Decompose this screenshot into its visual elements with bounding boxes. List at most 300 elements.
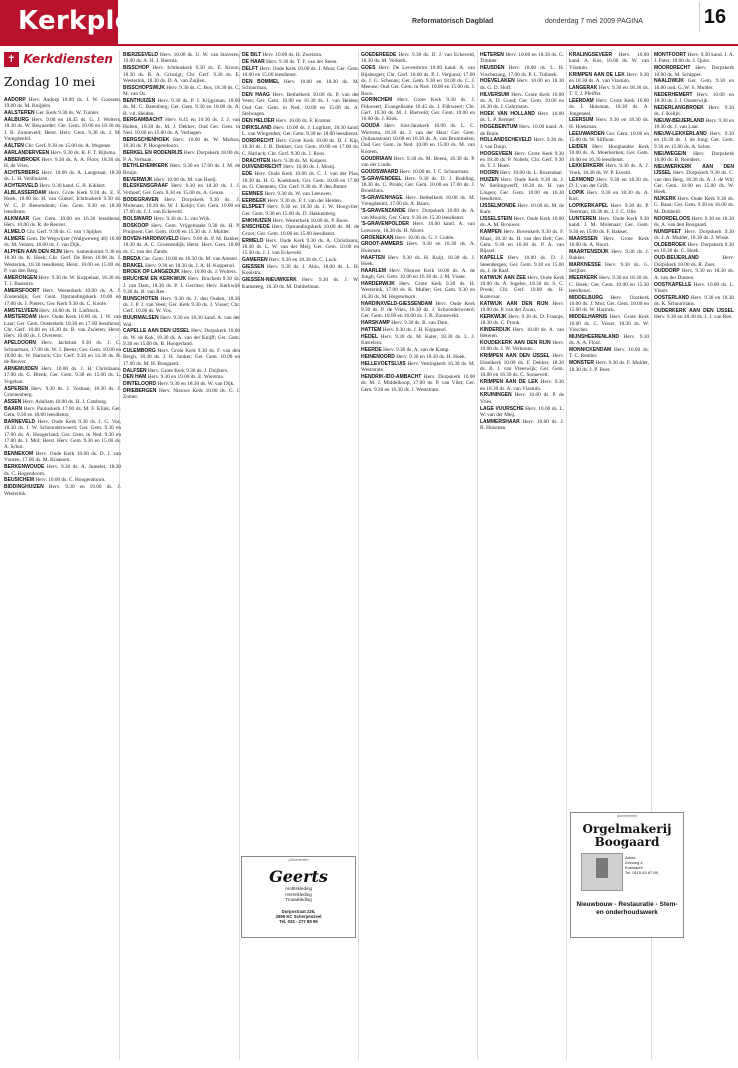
service-entry [480,216,564,229]
service-entry [242,59,359,65]
place-name: MARKNESSE [569,262,601,268]
service-entry [4,229,121,235]
service-entry [4,190,121,215]
place-name: MONTFOORT [654,52,687,58]
service-entry [654,229,734,242]
service-details: Herv. 9.30 en 18.30 ds. W. van Dijk. [157,381,235,388]
service-details: Herv. 9.30 ds. T. F. van der Steen. [266,58,338,65]
service-details: Herv. 9.30 en 17.00 ds. J. M. de Bruijn. [123,163,240,176]
place-name: LAMMERSHAAR [480,418,520,425]
service-details: Herv. Jachtlust 9.30 ds. J. C. Schuurman, 17.00 ds. W. J. Beens; Ger. Gem. 10.00 en 18.00 ds. W. Harinck; Chr. Gerf. 9.30 en 14.30 ds. R. de Reuver. [4,340,121,366]
service-entry [123,269,240,275]
place-name: HARSKAMP [361,320,390,327]
place-name: GOEDEREEDE [361,52,397,58]
service-details: Herv. Hooglandse Kerk 10.00 ds. A. Moerkerken; Ger. Gem. 10.00 en 16.30 leesdienst. [569,143,649,163]
service-entries [361,52,475,393]
service-details: Herv. 10.00 en 18.30 ds. G. Timmer. [480,52,564,65]
service-details: Herv. 9.30 en 18.30 ds. C. Hoek; Ger. Gem. 10.00 en 15.30 leesdienst. [569,275,649,294]
service-entry [569,203,649,216]
service-entry [361,52,475,65]
service-details: Herv. Grote Kerk 9.30 ds. F. van den Bergh, 18.30 ds. J. H. Jonker; Ger. Gem. 10.00 en 17.00 ds. M. H. Boogaard. [123,347,240,367]
service-details: Herv. Grote Kerk 9.30 ds. J. Flikweert, Evangelisatie 16.45 ds. J. Flikweert; Chr. Gerf. 16.30 ds. M. J. Rietveld; Ger. Gem. 10.00 en 16.00 ds. J. Klok. [361,97,475,123]
place-name: AMERSFOORT [4,287,40,294]
place-name: LEXMOND [569,176,594,183]
place-name: 'S-GRAVENZANDE [361,208,406,215]
place-name: LEKKERKERK [569,163,604,170]
service-details: Herv. 10.00 ds. J. Lugthart, 18.30 kand. L. van Wingerden; Ger. Gem. 9.30 en 18.00 leesdienst. [242,124,359,138]
service-entry [569,190,649,203]
place-name: MONNICKENDAM [569,346,612,353]
service-entry [123,348,240,367]
place-name: ERMELO [242,237,264,244]
service-entry [480,301,564,314]
place-name: IJSSELMONDE [480,202,516,209]
service-entry [569,144,649,163]
service-details: Herv. 10.00 ds. M. van Hoeij. [153,176,217,183]
service-entry [242,52,359,58]
kerkdiensten-logo [4,52,121,67]
place-name: DINTELOORD [123,381,157,388]
ad-line: Ambtskleding [284,886,312,891]
place-name: ALPHEN AAN DEN RIJN [4,248,62,255]
service-details: Herv. 10.00 ds. L. H. Voschezang, 17.00 ds. P. L. Tolhoek. [480,65,564,78]
place-name: GIESSEN-NIEUWKERK [242,277,297,284]
service-entry [361,156,475,169]
service-details: Herv. Gem. Vrijgemaakt 9.30 ds. H. P. Pruijssen; Ger. Gem. 10.00 en 15.30 ds. J. Mulder. [123,222,240,236]
service-entry [361,347,475,353]
service-entry [123,117,240,136]
service-entry [361,208,475,221]
place-name: NIEUWEGEIN [654,150,687,157]
service-entry [654,52,734,65]
service-details: Herv. Aadorp 10.00 ds. J. W. Goossen, 19.00 ds. M. Kuijpers. [4,97,121,110]
service-entry [569,131,649,144]
service-details: Herv. Grote Kerk 10.00 ds. A. D. Goud; Ger. Gem. 10.00 en 16.30 ds. J. Gahrmann. [480,91,564,111]
service-entry [123,368,240,374]
ad-address-line: Dorpsstraat 226, [281,908,316,914]
place-name: NIEUW-LEKKERLAND [654,131,707,138]
section-title: Kerkplein [18,6,161,36]
service-entry [569,334,649,347]
place-name: KRIMPEN AAN DE LEK [480,379,539,386]
service-details: Herv. Oude Kerk 10.00 ds. A. Ingelse, 18.30 ds. S. C. Pronk; Chr. Gerf. 10.00 ds. H. Korevaar. [480,274,564,300]
service-entry [654,78,734,91]
service-entry [242,198,359,204]
service-entry [123,263,240,269]
place-name: AALBURG [4,117,29,124]
service-details: Herv. 10.00 ds. G. J. Codée. [394,234,455,241]
service-entry [123,223,240,236]
place-name: LUNTEREN [569,216,597,223]
service-entry [480,151,564,170]
service-details: Herv. 9.00 ds. P. M. Bakker, 18.30 ds. A. C. Groenendijk; Herst. Herv. Gem. 10.00 ds. C. van der Zande. [123,236,240,255]
ad-services: Nieuwbouw - Restauratie - Stem- en onderhoudswerk [576,901,678,916]
service-entry [242,264,359,277]
service-entry [654,242,734,255]
service-entry [4,464,121,477]
place-name: GIESSEN [242,264,265,270]
place-name: NOORDELOOS [654,215,691,222]
place-name: LEIDEN [569,143,588,150]
service-entry [361,354,475,360]
place-name: KRALINGSEVEER [569,52,613,58]
service-details: Herv. 9.30 ds. M. Kuipers. [271,157,328,164]
service-entry [654,282,734,295]
service-details: Herv. 10.00 ds. P. van der Zwan. [480,300,564,313]
place-name: 'S-GRAVENDEEL [361,175,402,182]
place-name: BUURMALSEN [123,315,159,322]
service-entry [654,131,734,150]
place-name: BEVERWIJK [123,176,153,183]
place-name: MIDDELHARNIS [569,314,608,321]
service-entry [654,164,734,196]
place-name: BODEGRAVEN [123,196,159,203]
service-entry [361,97,475,122]
place-name: HARDINXVELD-GIESSENDAM [361,300,433,307]
place-name: OLDEBROEK [654,241,686,248]
service-entry [123,216,240,222]
place-name: LOPIKERKAPEL [569,202,609,209]
place-name: 'S-GRAVENHAGE [361,195,403,202]
service-details: Herv. 9.30 ds. J. den Ouden, 18.30 ds. J. P. J. van Veen; Ger. Kerk 9.30 ds. J. Visser; Chr. Gerf. 10.00 ds. W. Vos. [123,295,240,315]
service-details: Herv. 9.30 en 18.30 ds. J. van Laar. [654,117,734,131]
service-entry [569,117,649,130]
service-entry [4,308,121,314]
ad-address [625,855,679,875]
service-entry [4,275,121,288]
place-name: KATWIJK AAN ZEE [480,274,526,281]
service-details: Herv. Oude Kerk 9.30 ds. P. de Vries, 18.30 ds. J. Schoonderwoerd; Ger. Gem. 10.00 en 16.00 ds. J. B. Zonneveld. [361,300,475,320]
place-name: OUD-BEIJERLAND [654,255,699,262]
service-details: Herv. 9.30 ds. J. van Duijn. [480,137,564,150]
service-details: Chr. Gerf. 9.30 ds. G. van 't Spijker. [26,228,103,235]
service-entry [4,484,121,497]
service-entry [242,257,359,263]
service-details: Herv. 9.30 en 18.30 ds. J. W. Hoogvliet; Ger. Gem. 9.30 en 15.00 ds. D. Hakkenberg. [242,204,359,217]
service-details: Herv. 10.00 ds. J. Wolters. [181,269,237,276]
service-entry [123,52,240,65]
service-details: Herv. 9.30 en 18.30 ds. H. Hoekman. [569,117,649,130]
service-entries [654,52,734,321]
service-details: Herv. 9.30 ds. F. Mulder, 18.30 ds. J. P. Boer. [569,360,649,373]
service-entry [4,216,121,229]
place-name: AARLANDERVEEN [4,149,50,156]
place-name: NAALDWIJK [654,78,684,85]
service-entry [242,171,359,190]
service-entry [480,255,564,274]
listing-column-4 [361,52,475,1062]
service-details: Herv. Nieuwe Kerk 10.00 ds. G. J. Zomer. [123,388,240,401]
service-entry [4,117,121,142]
service-entry [480,327,564,340]
place-name: HOOGEVEEN [480,150,513,157]
service-entry [242,164,359,170]
place-name: ALMELO [4,228,26,235]
place-name: ACHTERBERG [4,169,40,176]
place-name: LEERDAM [569,97,594,104]
place-name: ASSEN [4,398,22,405]
service-entries [569,52,649,373]
service-details: Herv. 9.30 ds. D. Fraanje, 18.30 ds. C. Pronk. [480,313,564,327]
service-details: Herv. 9.30 ds. B. van Dam. [391,320,449,327]
service-details: Herv. 9.30 en 18.30 kand. A. van der Wal. [123,315,240,328]
service-entry [4,249,121,274]
service-entry [480,229,564,254]
place-name: HUIZEN [480,177,499,184]
service-details: Herv. 10.00 ds. C. Hoogendoorn. [35,477,106,484]
service-entry [480,137,564,150]
service-details: Herv. 9.30 ds. W. Koppelaar, 18.30 ds. T. J. Baanstra. [4,274,121,288]
service-details: Herv. 9.30 en 18.30 ds. A. van den Boogaard. [654,215,734,228]
place-name: GOUDA [361,123,380,130]
place-name: DRACHTEN [242,157,271,164]
service-details: Herv. 10.00 ds. H. Zweistra. [262,52,323,58]
service-entry [123,328,240,347]
service-details: Herv. Vestingkerk 16.30 ds. M. Weststrate. [361,360,475,373]
service-details: Herv. 10.00 ds. H. Lieftinck. [39,307,100,314]
service-details: Herv. 10.00 ds. F. Kramer. [275,117,332,124]
service-entry [361,195,475,208]
place-name: MAARTENSDIJK [569,248,609,255]
service-details: Herv. 9.30 ds. A. van de Kamp. [383,346,450,353]
service-entry [654,92,734,105]
service-details: Herv. Dorpskerk 9.30 ds. J. A. Mulder, 18.30 ds. J. Wisse. [654,228,734,242]
page-number: 16 [699,2,730,32]
service-entry [480,275,564,300]
service-details: Herv. 9.30 ds. J. W. Kamsteeg, 18.30 ds. M. Dubbelman. [242,277,359,290]
place-name: BROEK OP LANGEDIJK [123,269,180,276]
service-entry [242,277,359,290]
service-entry [4,157,121,170]
place-name: HATTEM [361,326,382,333]
service-entry [4,477,121,483]
service-details: Herv. 9.30 ds. L. van Wijk. [153,216,211,223]
service-entry [569,216,649,235]
service-details: Herv. 10.00 ds. P. de Vries. [480,392,564,405]
place-name: BETHLEHEMKERK [123,163,169,170]
place-name: MOORDRECHT [654,65,691,72]
service-details: Gem. De Wegwijzer (Walgweweg 48) 10.00 ds. M. Velzen; 16.00 ds. J. van Dijk. [4,235,121,249]
service-entry [242,79,359,92]
place-name: BOSKOOP [123,222,149,229]
advertisement-orgelmakerij[interactable] [570,812,684,938]
service-details: Herv. 10.00 ds. J. H. Christiaans, 17.00 ds. C. Blenk; Ger. Gem. 9.30 en 15.00 ds. L. Vogelaar. [4,366,121,385]
service-entry [4,366,121,385]
service-entry [654,255,734,268]
service-entry [569,275,649,294]
place-name: NIEUW-BEIJERLAND [654,117,705,124]
service-details: Herv. 10.00 kand. A. van Leeuwen, 18.30 ds. H. Moret. [361,221,475,234]
place-name: BENNEKOM [4,451,34,458]
place-name: ENKHUIZEN [242,217,272,224]
place-name: DALFSEN [123,367,147,374]
service-details: Herv. 9.30 ds. J. Bakker. [569,248,649,262]
place-name: OOSTKAPELLE [654,281,692,288]
service-entry [654,196,734,215]
service-entry [480,177,564,202]
service-entry [480,65,564,78]
service-entry [123,183,240,196]
service-details: Herv. Dorpskerk 10.00 ds. M. J. Middelkoop, 17.00 ds. P. van Vliet; Ger. Gem. 9.30 en 16.30 ds. J. Weststrate. [361,373,475,393]
ad-line: Trouwkleding [285,897,312,902]
place-name: APELDOORN [4,340,36,347]
service-details: Herv. Sint-Janskerk 10.00 ds. L. C. Wiersma, 18.30 ds. J. van der Haar; Ger. Gem. (Julianastraat) 10.00 en 16.30 ds. A. van Brummelen; Oud Ger. Gem. in Ned. 10.00 en 15.00 ds. M. van Kooten. [361,123,475,155]
service-details: Herv. 10.00 ds. L. Visser. [654,281,734,294]
service-entry [569,163,649,176]
place-name: ACHTERVELD [4,182,39,189]
service-entry [569,249,649,262]
place-name: CULEMBORG [123,347,156,354]
service-details: Herv. Westerkerk 10.00 ds. A. J. Zoutendijk; Ger. Gem. Opstandingskerk 10.00 en 17.00 ds. J. Pieters; Ger. Kerk 9.30 ds. C. Koole. [4,287,121,307]
service-details: Ger. Gem. 10.00 en 16.30 leesdienst; Herv. 10.00 ds. R. de Reuver. [4,215,121,229]
service-details: Herv. Oude Kerk 10.00 ds. D. J. van Vuuren, 17.00 ds. M. Klaassen. [4,451,121,464]
service-details: Herv. Oude Kerk 9.30 ds. A. Christiaans, 18.30 ds. L. W. van der Meij; Ger. Gem. 10.00 en 15.30 ds. J. J. van Eckeveld. [242,237,359,257]
place-name: BERKENWOUDE [4,464,45,471]
ad-address-line: Tel. 0115-45 67 89 [625,870,658,875]
service-entry [361,374,475,393]
service-details: Ger. Gem. 10.00 en 15.00 ds. W. Silfhout. [569,130,649,143]
place-name: DE BILT [242,52,262,58]
place-name: GROOT-AMMERS [361,241,403,248]
service-details: Herv. 10.00 en 18.30 ds. J. J. Oosterwijk. [654,91,734,104]
service-entry [480,419,564,432]
service-details: Herv. Grote Kerk 10.00 ds. C. Visser, 18.30 ds. W. Visscher. [569,314,649,333]
service-details: Herv. 9.30 en 18.30 ds. A. Kos. [569,189,649,203]
service-entry [242,138,359,157]
column-divider [566,50,567,1060]
service-details: Herv. 9.30 ds. A. Jumelet, 18.30 ds. C. Hogendoorn. [4,464,121,477]
service-entry [242,191,359,197]
service-details: Herv. De Levensbron 10.00 kand. A. van Rijsbergen; Chr. Gerf. 10.00 ds. P. J. Vergunst, 17.00 ds. J. G. Schenau; Ger. Gem. 9.30 en 18.00 ds. C. J. Meeuse; Oud Ger. Gem. in Ned. 10.00 en 15.00 ds. J. Roos. [361,65,475,97]
service-entries [480,52,564,431]
service-entry [4,451,121,464]
place-name: BLESKENSGRAAF [123,183,169,190]
service-entry [654,151,734,164]
service-details: Herv. Oude Kerk 10.00 ds. J. Muis; Ger. Gem. 10.00 en 15.00 leesdienst. [242,65,359,79]
service-details: Herv. 10.00 ds. J. B. Huisman. [480,418,564,432]
service-details: Herv. 10.00 en 18.30 ds. G. D. Hoff. [480,78,564,91]
service-entry [361,255,475,268]
place-name: HOEK VAN HOLLAND [480,111,535,118]
service-details: Herv. 9.30 en 18.30 ds. J. A. H. Koppenol. [145,262,236,269]
place-name: DORDRECHT [242,137,274,144]
service-entry [242,224,359,237]
service-details: Herv. 10.00 ds. L. P. Bremer. [480,111,564,124]
place-name: LOPIK [569,189,585,196]
service-entry [123,85,240,98]
service-entry [4,236,121,249]
advertisement-geerts[interactable] [241,856,356,938]
service-entry [654,118,734,131]
service-details: Herv. Adullam 10.00 ds. H. J. Catsburg. [22,398,108,405]
service-entry [123,388,240,401]
service-entry [654,295,734,308]
service-entry [654,105,734,118]
place-name: HEDEL [361,333,378,340]
place-name: GROENEKAN [361,234,394,241]
service-entry [123,256,240,262]
service-details: Herv. Grote Kerk 9.30 ds. J. Duijkers. [147,367,229,374]
place-name: HOLLANDSCHEVELD [480,137,532,144]
service-entries [4,97,121,497]
service-entry [4,406,121,419]
service-entry [480,111,564,124]
place-name: DUIVENDRECHT [242,164,282,171]
place-name: AALTEN [4,142,24,149]
place-name: KRIMPEN AAN DE LEK [569,71,625,78]
service-entry [4,288,121,307]
place-name: DEN HELDER [242,117,275,124]
ad-address-line: Tel. 033 - 277 88 99 [279,919,318,925]
service-details: Herv. 9.30 ds. J. Kolijn. [654,104,734,118]
service-entry [242,204,359,217]
place-name: HARDERWIJK [361,281,395,288]
service-entry [4,150,121,156]
service-details: Herv. Dorpskerk 18.00 ds. P. A. Verbaan. [123,150,240,163]
service-entry [361,65,475,97]
place-name: KAPELLE [480,255,504,262]
service-details: Herv. 9.30 en 18.30 ds. T. T. J. Pfeiffer. [569,84,649,98]
service-entry [123,177,240,183]
ad-address-line: Zeeweg 4 [625,860,643,865]
service-entry [480,203,564,216]
service-details: Herv. 10.00 ds. M. de Kam. [480,202,564,216]
service-details: Herv. 9.30 ds. P. Veerman, 18.30 ds. J. J. C. Olie. [569,202,649,216]
place-name: GORINCHEM [361,97,393,104]
service-details: Herv. Pauluskerk 17.00 ds. M. F. Klink; Ger. Gem. 9.30 en 18.00 leesdienst. [4,405,121,418]
service-entry [569,177,649,190]
service-details: Herv. 10.00 ds. J. W. Verboom. [480,340,564,353]
place-name: IJSSELSTEIN [480,216,512,223]
place-name: MIJNSHEERENLAND [569,333,620,340]
service-entry [4,143,121,149]
service-entry [123,381,240,387]
place-name: DEN HAM [123,374,147,381]
place-name: ALKMAAR [4,215,30,222]
service-entry [123,296,240,315]
service-details: Herv. Bovenkerk 9.30 ds. F. Maas, 18.30 ds. H. van den Belt; Ger. Gem. 9.30 en 16.30 ds. P. A. van Rijssel. [480,229,564,255]
service-entry [123,98,240,117]
place-name: CAPELLE AAN DEN IJSSEL [123,328,190,335]
place-name: HELLEVOETSLUIS [361,360,406,367]
service-entry [123,137,240,150]
place-name: BEUSICHEM [4,477,35,484]
place-name: AMERONGEN [4,274,38,281]
place-name: BRUCHEM EN KERKWIJK [123,276,187,283]
service-details: Herv. 9.30 ds. C. Bos, 18.30 ds. C. M. van Os. [123,84,240,98]
service-details: Herv. 9.30 ds. F. J. van der Heiden. [267,197,342,204]
ad-tag: (Advertentie) [288,858,309,862]
place-name: KAMPEN [480,229,502,236]
service-details: Herv. Dorpskerk 10.00 ds. A. van Mourik; Ger. Gem. 9.30 en 15.30 leesdienst. [361,208,475,221]
service-entry [361,123,475,155]
service-details: Herv. 10.00 ds. W. Markus, 16.30 ds. P. Hoogendoorn. [123,136,240,150]
service-details: Herv. Grote Kerk 10.00 ds. J. Huisman, 18.30 ds. A. Jongeneel. [569,97,649,117]
service-entry [4,399,121,405]
place-name: GAMEREN [242,257,268,264]
service-details: Herv. 9.30 en 18.30 ds. A. Huisman. [361,241,475,254]
place-name: BIERZEEVELD [123,52,159,58]
place-name: BENTHUIZEN [123,97,156,104]
service-details: Herv. Oostkerk 10.00 ds. J. Mol; Ger. Gem. 10.00 en 15.00 ds. W. Harinck. [569,294,649,314]
service-details: Herv. 10.00 kand. A. Kos, 16.00 ds. W. van Vlastuin. [569,52,649,71]
place-name: MONSTER [569,360,594,367]
service-details: Herv. Dorpskerk 9.30 ds. J. Molenaar, 18.30 ds. W. J. Kolijn; Ger. Gem. 10.00 en 17.00 ds. J. J. van Eckeveld. [123,196,240,216]
service-details: Herv. 9.30 en 18.30 ds. A. van Vlastuin. [480,379,564,392]
service-entry [480,124,564,137]
place-name: HEUSDEN [480,65,505,72]
service-entry [361,327,475,333]
